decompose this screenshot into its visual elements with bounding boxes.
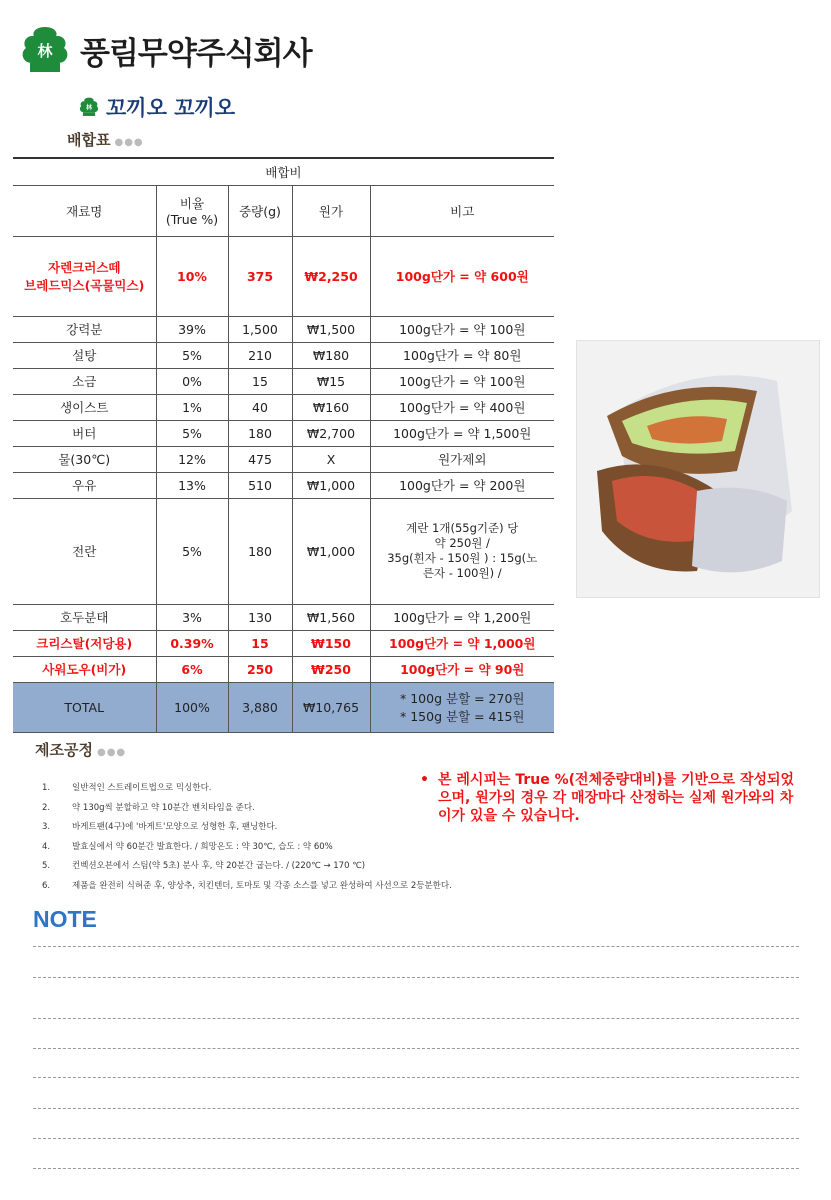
cell-weight: 375: [228, 236, 292, 316]
sandwich-photo: [576, 340, 820, 598]
cell-remarks: 100g단가 = 약 90원: [370, 656, 554, 682]
cell-cost: ₩2,700: [292, 420, 370, 446]
cell-name: 자렌크러스떼 브레드믹스(곡물믹스): [13, 236, 156, 316]
cell-name: 물(30℃): [13, 446, 156, 472]
section-heading-process: [35, 739, 126, 760]
step-text: 제품을 완전히 식혀준 후, 양상추, 치킨텐더, 토마토 및 각종 소스를 넣고 완성하여 사선으로 2등분한다.: [72, 880, 452, 891]
note-line: [33, 1138, 799, 1139]
cell-ratio: 12%: [156, 446, 228, 472]
svg-text:林: 林: [37, 42, 53, 60]
cell-ratio: 10%: [156, 236, 228, 316]
cell-ratio: 6%: [156, 656, 228, 682]
cell-name: 생이스트: [13, 394, 156, 420]
cell-weight: 180: [228, 420, 292, 446]
cell-remarks: 100g단가 = 약 600원: [370, 236, 554, 316]
total-cell-ratio: 100%: [156, 682, 228, 732]
cell-remarks: 원가제외: [370, 446, 554, 472]
product-name: 꼬끼오 꼬끼오: [106, 96, 236, 120]
cell-cost: ₩1,000: [292, 498, 370, 604]
note-line: [33, 1168, 799, 1169]
table-row: [13, 316, 554, 342]
total-cell-name: TOTAL: [13, 682, 156, 732]
note-line: [33, 977, 799, 978]
cell-name: 크리스탈(저당용): [13, 630, 156, 656]
column-header-ratio: 비율 (True %): [156, 185, 228, 236]
cell-ratio: 0%: [156, 368, 228, 394]
cell-name: 소금: [13, 368, 156, 394]
cell-name: 버터: [13, 420, 156, 446]
table-total-row: [13, 682, 554, 732]
dots-decoration-icon: ●●●: [96, 747, 127, 758]
notice-text: 본 레시피는 True %(전체중량대비)를 기반으로 작성되었으며, 원가의 경우 각 매장마다 산정하는 실제 원가와의 차이가 있을 수 있습니다.: [438, 772, 795, 824]
total-cell-cost: ₩10,765: [292, 682, 370, 732]
cell-remarks: 100g단가 = 약 100원: [370, 368, 554, 394]
cell-weight: 130: [228, 604, 292, 630]
recipe-notice: [420, 771, 800, 825]
step-number: 2.: [42, 802, 51, 813]
cell-ratio: 13%: [156, 472, 228, 498]
cell-ratio: 5%: [156, 498, 228, 604]
cell-name: 설탕: [13, 342, 156, 368]
process-step: [42, 877, 452, 897]
note-line: [33, 1048, 799, 1049]
cell-name: 전란: [13, 498, 156, 604]
section-heading-recipe: [67, 129, 144, 150]
table-row: [13, 656, 554, 682]
svg-text:林: 林: [85, 104, 93, 112]
note-line: [33, 946, 799, 947]
step-text: 발효실에서 약 60분간 발효한다. / 희망온도 : 약 30℃, 습도 : 약 60%: [72, 841, 333, 852]
cell-remarks: 계란 1개(55g기준) 당 약 250원 / 35g(흰자 - 150원 ) : 15g(노 른자 - 100원) /: [370, 498, 554, 604]
cell-weight: 510: [228, 472, 292, 498]
cell-weight: 180: [228, 498, 292, 604]
step-number: 6.: [42, 880, 51, 891]
cell-cost: ₩160: [292, 394, 370, 420]
step-number: 3.: [42, 822, 51, 833]
cell-ratio: 5%: [156, 420, 228, 446]
cell-remarks: 100g단가 = 약 1,200원: [370, 604, 554, 630]
forest-tree-logo-icon: [18, 23, 72, 77]
step-number: 1.: [42, 783, 51, 793]
cell-ratio: 1%: [156, 394, 228, 420]
table-row: [13, 368, 554, 394]
note-heading: NOTE: [33, 906, 97, 932]
cell-remarks: 100g단가 = 약 1,000원: [370, 630, 554, 656]
cell-ratio: 0.39%: [156, 630, 228, 656]
process-step: [42, 799, 452, 819]
process-step: [42, 818, 452, 838]
step-text: 컨벡션오븐에서 스팀(약 5초) 분사 후, 약 20분간 굽는다. / (220℃ → 170 ℃): [72, 861, 366, 872]
table-row: [13, 446, 554, 472]
cell-ratio: 5%: [156, 342, 228, 368]
cell-cost: ₩1,560: [292, 604, 370, 630]
cell-weight: 40: [228, 394, 292, 420]
step-number: 5.: [42, 861, 51, 872]
process-step: [42, 838, 452, 858]
note-line: [33, 1108, 799, 1109]
total-cell-weight: 3,880: [228, 682, 292, 732]
cell-remarks: 100g단가 = 약 1,500원: [370, 420, 554, 446]
forest-tree-logo-icon: [78, 96, 100, 118]
table-row: [13, 236, 554, 316]
step-number: 4.: [42, 841, 51, 852]
company-name: 풍림무약주식회사: [80, 35, 312, 72]
table-row: [13, 420, 554, 446]
dots-decoration-icon: ●●●: [114, 137, 144, 148]
table-row: [13, 342, 554, 368]
table-row: [13, 472, 554, 498]
table-row: [13, 604, 554, 630]
process-steps-list: [42, 779, 452, 897]
cell-ratio: 3%: [156, 604, 228, 630]
cell-cost: ₩1,500: [292, 316, 370, 342]
cell-cost: ₩250: [292, 656, 370, 682]
step-text: 일반적인 스트레이트법으로 믹싱한다.: [72, 783, 212, 793]
table-group-header-row: [13, 158, 554, 185]
cell-weight: 250: [228, 656, 292, 682]
recipe-table: [13, 157, 554, 733]
cell-weight: 1,500: [228, 316, 292, 342]
step-text: 약 130g씩 분할하고 약 10분간 벤치타임을 준다.: [72, 802, 255, 813]
cell-cost: X: [292, 446, 370, 472]
column-header-remarks: 비고: [370, 185, 554, 236]
cell-remarks: 100g단가 = 약 100원: [370, 316, 554, 342]
section-heading-text: 제조공정: [35, 741, 93, 759]
cell-remarks: 100g단가 = 약 200원: [370, 472, 554, 498]
table-row: [13, 394, 554, 420]
bullet-icon: •: [420, 772, 429, 788]
cell-remarks: 100g단가 = 약 80원: [370, 342, 554, 368]
product-title: [78, 92, 235, 122]
cell-cost: ₩15: [292, 368, 370, 394]
process-step: [42, 857, 452, 877]
group-header-cell: 배합비: [13, 158, 554, 185]
sandwich-image: [577, 341, 819, 597]
cell-ratio: 39%: [156, 316, 228, 342]
step-text: 바게트팬(4구)에 '바게트'모양으로 성형한 후, 팬닝한다.: [72, 822, 278, 833]
section-heading-text: 배합표: [67, 131, 111, 149]
cell-name: 호두분태: [13, 604, 156, 630]
company-logo: [18, 22, 312, 78]
cell-cost: ₩150: [292, 630, 370, 656]
cell-weight: 210: [228, 342, 292, 368]
table-row: [13, 498, 554, 604]
process-step: [42, 779, 452, 799]
column-header-weight: 중량(g): [228, 185, 292, 236]
table-row: [13, 630, 554, 656]
column-header-cost: 원가: [292, 185, 370, 236]
cell-name: 우유: [13, 472, 156, 498]
cell-cost: ₩2,250: [292, 236, 370, 316]
total-cell-remarks: * 100g 분할 = 270원 * 150g 분할 = 415원: [370, 682, 554, 732]
column-header-name: 재료명: [13, 185, 156, 236]
note-line: [33, 1018, 799, 1019]
cell-weight: 475: [228, 446, 292, 472]
cell-remarks: 100g단가 = 약 400원: [370, 394, 554, 420]
cell-cost: ₩1,000: [292, 472, 370, 498]
cell-weight: 15: [228, 368, 292, 394]
cell-cost: ₩180: [292, 342, 370, 368]
cell-name: 강력분: [13, 316, 156, 342]
cell-name: 사워도우(비가): [13, 656, 156, 682]
note-line: [33, 1077, 799, 1078]
table-header-row: [13, 185, 554, 236]
cell-weight: 15: [228, 630, 292, 656]
